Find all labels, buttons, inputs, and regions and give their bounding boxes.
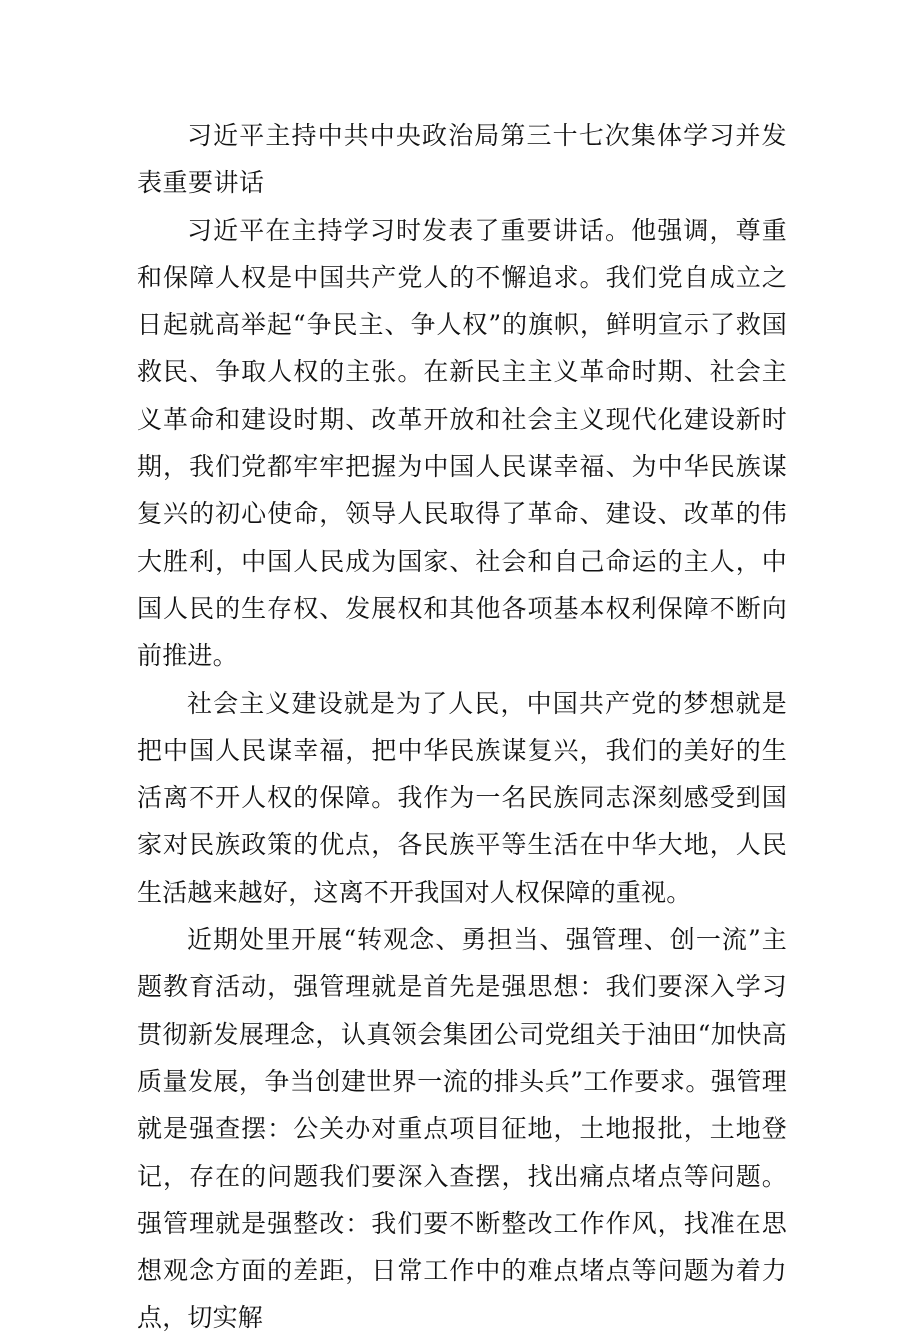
paragraph-2: 社会主义建设就是为了人民，中国共产党的梦想就是把中国人民谋幸福，把中华民族谋复兴，我们的美好的生活离不开人权的保障。我作为一名民族同志深刻感受到国家对民族政策的优点，各民族平等生活在中华大地，人民生活越来越好，这离不开我国对人权保障的重视。 (137, 688, 787, 907)
document-body (137, 112, 787, 1342)
document-title: 习近平主持中共中央政治局第三十七次集体学习并发表重要讲话 (137, 121, 787, 198)
paragraph-3: 近期处里开展“转观念、勇担当、强管理、创一流”主题教育活动，强管理就是首先是强思想：我们要深入学习贯彻新发展理念，认真领会集团公司党组关于油田“加快高质量发展，争当创建世界一流的排头兵”工作要求。强管理就是强查摆：公关办对重点项目征地，土地报批，土地登记，存在的问题我们要深入查摆，找出痛点堵点等问题。强管理就是强整改：我们要不断整改工作作风，找准在思想观念方面的差距，日常工作中的难点堵点等问题为着力点，切实解 (137, 925, 787, 1333)
paragraph-1: 习近平在主持学习时发表了重要讲话。他强调，尊重和保障人权是中国共产党人的不懈追求。我们党自成立之日起就高举起“争民主、争人权”的旗帜，鲜明宣示了救国救民、争取人权的主张。在新民主主义革命时期、社会主义革命和建设时期、改革开放和社会主义现代化建设新时期，我们党都牢牢把握为中国人民谋幸福、为中华民族谋复兴的初心使命，领导人民取得了革命、建设、改革的伟大胜利，中国人民成为国家、社会和自己命运的主人，中国人民的生存权、发展权和其他各项基本权利保障不断向前推进。 (137, 215, 787, 671)
